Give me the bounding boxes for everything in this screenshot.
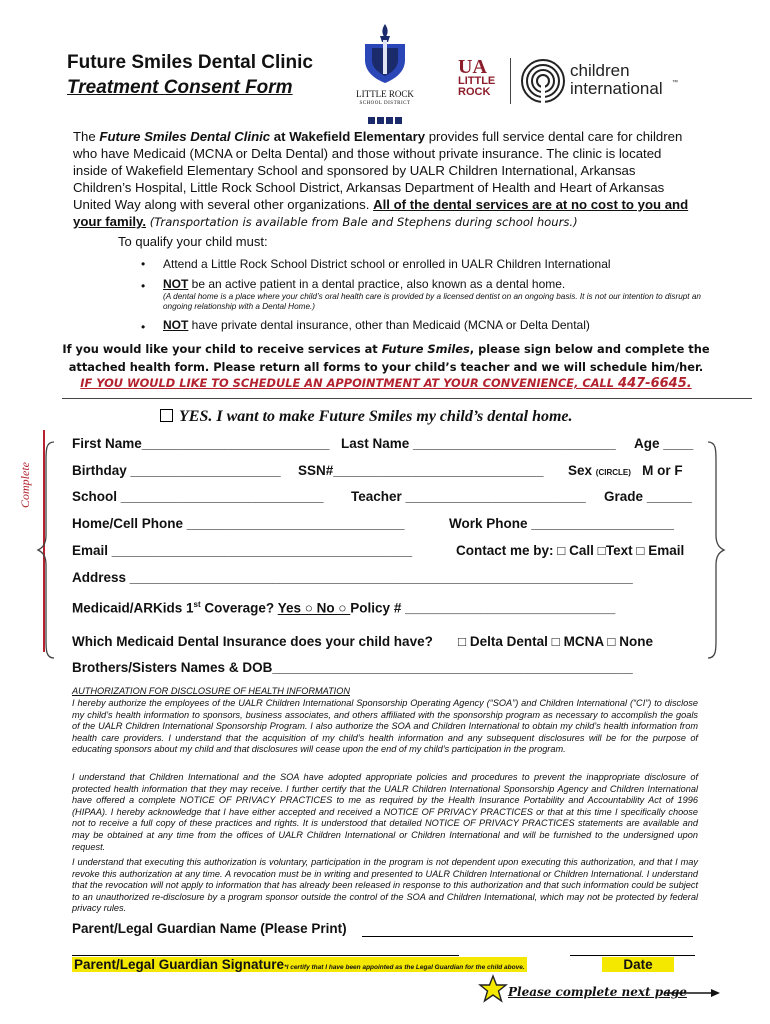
intro-clinic-name: Future Smiles Dental Clinic xyxy=(99,129,271,144)
bullet-icon: • xyxy=(141,257,146,271)
ua-logo-rock: ROCK xyxy=(458,86,491,98)
qualify-item-3-not: NOT xyxy=(163,318,189,332)
schedule-phone: 447-6645. xyxy=(618,376,692,391)
sex-circle-note: (CIRCLE) xyxy=(595,468,631,477)
cta-line1c: , please sign below and complete the xyxy=(469,342,710,356)
fingerprint-icon xyxy=(520,58,566,104)
teacher-field[interactable]: Teacher ________________________ xyxy=(351,489,586,504)
qualify-item-2-text: be an active patient in a dental practice, also known as a dental home. xyxy=(188,277,566,291)
cta-line2: attached health form. Please return all forms to your child’s teacher and we will schedule him/her. xyxy=(68,360,704,374)
intro-no-cost: All of the dental services are at no cost to you and your family. xyxy=(73,197,689,229)
age-field[interactable]: Age ____ xyxy=(634,436,694,451)
social-icon xyxy=(386,117,393,124)
insurance-question: Which Medicaid Dental Insurance does your child have? xyxy=(72,634,433,649)
yes-checkbox[interactable] xyxy=(160,409,173,422)
cta-line1b: Future Smiles xyxy=(381,342,470,356)
schedule-text: IF YOU WOULD LIKE TO SCHEDULE AN APPOINTMENT AT YOUR CONVENIENCE, CALL xyxy=(80,376,619,390)
qualify-heading: To qualify your child must: xyxy=(118,234,268,249)
birthday-field[interactable]: Birthday ____________________ xyxy=(72,463,281,478)
school-field[interactable]: School ___________________________ xyxy=(72,489,324,504)
sex-options[interactable]: M or F xyxy=(642,463,683,478)
qualify-item-2-not: NOT xyxy=(163,277,189,291)
authorization-paragraph-3: I understand that executing this authorization is voluntary, participation in the program is not dependent upon executing this authorization, and that I may revoke this authorization at any time. A revocation must be in writing and presented to UALR Children International or Children International. I understand that the revocation will not apply to information that has already been released in response to this authorization and that such information could be subject to an unauthorized re-disclosure by a program sponsor outside the control of the SOA and Children International, which may not be protected by federal privacy rules. xyxy=(72,857,698,914)
qualify-item-3-text: have private dental insurance, other than Medicaid (MCNA or Delta Dental) xyxy=(188,318,590,332)
siblings-field[interactable]: Brothers/Sisters Names & DOB________________________________________________ xyxy=(72,660,633,675)
ua-logo-letters: UA xyxy=(458,56,487,78)
logo-divider xyxy=(510,58,511,104)
guardian-certify-note: *I certify that I have been appointed as the Legal Guardian for the child above. xyxy=(284,964,525,971)
qualify-item-3 xyxy=(163,318,590,332)
authorization-paragraph-1: I hereby authorize the employees of the UALR Children International Sponsorship Operating Agency (“SOA”) and Children International (“CI”) to disclose my child’s health information to sponsors, business associates, and others affiliated with the sponsorship program as necessary to accomplish the goals of the UALR Children International Sponsorship Program. I also authorize the SOA and Children International to obtain my child’s health information from health care providers. I understand that the acquisition of my child’s health information and any subsequent disclosures will be for the purpose of educating sponsors about my child and that disclosures will cease upon the end of my child’s participation in the program. xyxy=(72,698,698,755)
insurance-options[interactable]: □ Delta Dental □ MCNA □ None xyxy=(458,634,653,649)
cta-instructions xyxy=(60,340,712,376)
bullet-icon: • xyxy=(141,320,146,334)
social-icons xyxy=(348,111,422,129)
complete-side-label: Complete xyxy=(18,462,32,508)
cta-line1a: If you would like your child to receive services at xyxy=(62,342,382,356)
policy-field[interactable]: Policy # ____________________________ xyxy=(350,600,616,616)
social-icon xyxy=(395,117,402,124)
email-field[interactable]: Email ________________________________________ xyxy=(72,543,413,558)
medicaid-coverage-field[interactable] xyxy=(72,600,615,616)
authorization-paragraph-2: I understand that Children International and the SOA have adopted appropriate policies and procedures to prevent the inappropriate disclosure of protected health information that they may receive. I further certify that the UALR Children International Sponsorship Agency and Children International have offered a complete NOTICE OF PRIVACY PRACTICES to me as required by the Health Insurance Portability and Accountability Act of 1996 (HIPAA). I hereby acknowledge that I have either accepted and received a NOTICE OF PRIVACY PRACTICES or that at this time I specifically choose not to receive a full copy of these practices and rights. It is understood that detailed NOTICE OF PRIVACY PRACTICES statements are available and may be obtained at any time from the offices of UALR Children International or Children International and will be furnished to the undersigned upon request. xyxy=(72,772,698,852)
intro-text-2: provides full service dental care for children who have Medicaid (MCNA or Delta Dental) and those without private insurance. The clinic is located inside of Wakefield Elementary School and sponsored by UALR Children International, Arkansas Children’s Hospital, Little Rock School District, Arkansas Department of Health and Heart of Arkansas United Way along with several other organizations. xyxy=(73,129,683,212)
date-line[interactable] xyxy=(570,955,695,956)
guardian-signature-text: Parent/Legal Guardian Signature xyxy=(74,957,285,972)
authorization-heading: AUTHORIZATION FOR DISCLOSURE OF HEALTH INFORMATION xyxy=(72,686,351,696)
first-name-field[interactable]: First Name_________________________ xyxy=(72,436,330,451)
medicaid-label-a: Medicaid/ARKids 1 xyxy=(72,600,194,616)
ua-logo-little: LITTLE xyxy=(458,75,496,87)
medicaid-sup: st xyxy=(193,600,201,609)
work-phone-field[interactable]: Work Phone ___________________ xyxy=(449,516,674,531)
guardian-name-label: Parent/Legal Guardian Name (Please Print) xyxy=(72,921,347,936)
guardian-signature-label xyxy=(72,957,527,972)
lr-logo-text: LITTLE ROCK xyxy=(356,89,414,99)
clinic-name: Future Smiles Dental Clinic xyxy=(67,52,313,73)
medicaid-label-b: Coverage? xyxy=(200,600,278,616)
arrow-right-icon xyxy=(664,986,720,1000)
children-international-logo xyxy=(512,56,682,106)
intro-text-1: The xyxy=(73,129,100,144)
sex-field[interactable] xyxy=(568,463,683,478)
little-rock-school-district-logo xyxy=(348,22,422,118)
address-field[interactable]: Address ___________________________________________________________________ xyxy=(72,570,633,585)
bullet-icon: • xyxy=(141,279,146,293)
star-icon xyxy=(478,974,508,1004)
qualify-item-2 xyxy=(163,277,565,291)
torch-shield-icon xyxy=(360,22,410,84)
yes-label: YES. I want to make Future Smiles my child’s dental home. xyxy=(179,408,573,425)
social-icon xyxy=(377,117,384,124)
ua-little-rock-logo xyxy=(458,58,500,106)
section-divider xyxy=(62,398,752,399)
form-title: Treatment Consent Form xyxy=(67,77,293,98)
intro-paragraph xyxy=(73,128,697,231)
left-brace xyxy=(36,440,56,660)
right-brace xyxy=(706,440,726,660)
ci-logo-line2: international xyxy=(570,79,663,98)
schedule-line xyxy=(60,376,712,391)
next-page-note: Please complete next page xyxy=(508,985,687,999)
grade-field[interactable]: Grade ______ xyxy=(604,489,692,504)
last-name-field[interactable]: Last Name ___________________________ xyxy=(341,436,616,451)
dental-home-note: (A dental home is a place where your child’s oral health care is provided by a licensed dentist on an ongoing basis. It is not our intention to disrupt an ongoing relationship with a Dental Home.) xyxy=(163,292,701,311)
lr-logo-subtext: SCHOOL DISTRICT xyxy=(359,101,411,106)
yes-consent-option[interactable] xyxy=(160,408,573,426)
qualify-item-1: Attend a Little Rock School District school or enrolled in UALR Children International xyxy=(163,257,611,271)
contact-method-options[interactable]: Contact me by: □ Call □Text □ Email xyxy=(456,543,685,558)
home-phone-field[interactable]: Home/Cell Phone _____________________________ xyxy=(72,516,405,531)
intro-transport-note: (Transportation is available from Bale and Stephens during school hours.) xyxy=(146,215,578,229)
ci-logo-tm: ™ xyxy=(672,80,678,86)
sex-label: Sex xyxy=(568,463,596,478)
social-icon xyxy=(368,117,375,124)
date-label: Date xyxy=(602,957,674,972)
intro-school: at Wakefield Elementary xyxy=(270,129,426,144)
medicaid-yes-no[interactable]: Yes ○ No ○ xyxy=(277,600,351,616)
guardian-name-line[interactable] xyxy=(362,936,693,937)
guardian-signature-line[interactable] xyxy=(72,955,459,956)
ssn-field[interactable]: SSN#____________________________ xyxy=(298,463,544,478)
ci-logo-line1: children xyxy=(570,61,630,80)
